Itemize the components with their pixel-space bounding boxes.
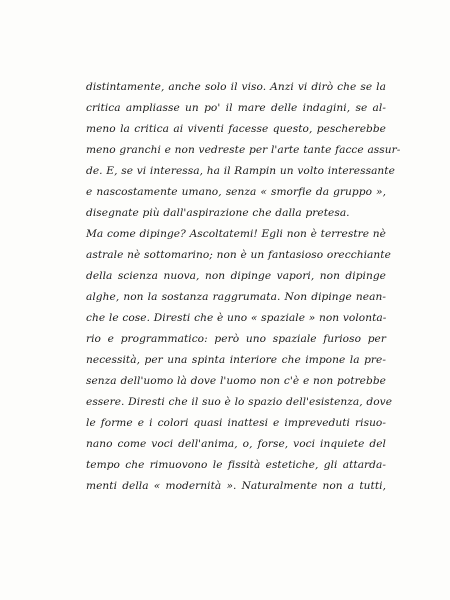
text-line-16: essere. Diresti che il suo è lo spazio dell'esistenza, dove	[86, 396, 393, 408]
text-line-11: alghe, non la sostanza raggrumata. Non dipinge nean-	[86, 291, 386, 303]
text-line-15: senza dell'uomo là dove l'uomo non c'è e non potrebbe	[86, 375, 386, 387]
text-line-3: meno la critica ai viventi facesse questo, pescherebbe	[86, 123, 386, 135]
body-text	[86, 77, 401, 497]
text-line-8: Ma come dipinge? Ascoltatemi! Egli non è terrestre nè	[86, 228, 386, 240]
text-line-9: astrale nè sottomarino; non è un fantasioso orecchiante	[86, 249, 391, 261]
text-line-14: necessità, per una spinta interiore che impone la pre-	[86, 354, 386, 366]
text-line-1: distintamente, anche solo il viso. Anzi vi dirò che se la	[86, 81, 386, 93]
text-line-10: della scienza nuova, non dipinge vapori, non dipinge	[86, 270, 386, 282]
text-line-18: nano come voci dell'anima, o, forse, voci inquiete del	[86, 438, 386, 450]
text-line-7: disegnate più dall'aspirazione che dalla pretesa.	[86, 207, 350, 219]
text-line-4: meno granchi e non vedreste per l'arte tante facce assur-	[86, 144, 401, 156]
text-line-5: de. E, se vi interessa, ha il Rampin un volto interessante	[86, 165, 395, 177]
text-line-17: le forme e i colori quasi inattesi e impreveduti risuo-	[86, 417, 386, 429]
text-line-2: critica ampliasse un po' il mare delle indagini, se al-	[86, 102, 386, 114]
text-line-20: menti della « modernità ». Naturalmente non a tutti,	[86, 480, 386, 492]
text-line-12: che le cose. Diresti che è uno « spaziale » non volonta-	[86, 312, 387, 324]
text-line-6: e nascostamente umano, senza « smorfie da gruppo »,	[86, 186, 386, 198]
text-line-13: rio e programmatico: però uno spaziale furioso per	[86, 333, 386, 345]
text-line-19: tempo che rimuovono le fissità estetiche, gli attarda-	[86, 459, 386, 471]
